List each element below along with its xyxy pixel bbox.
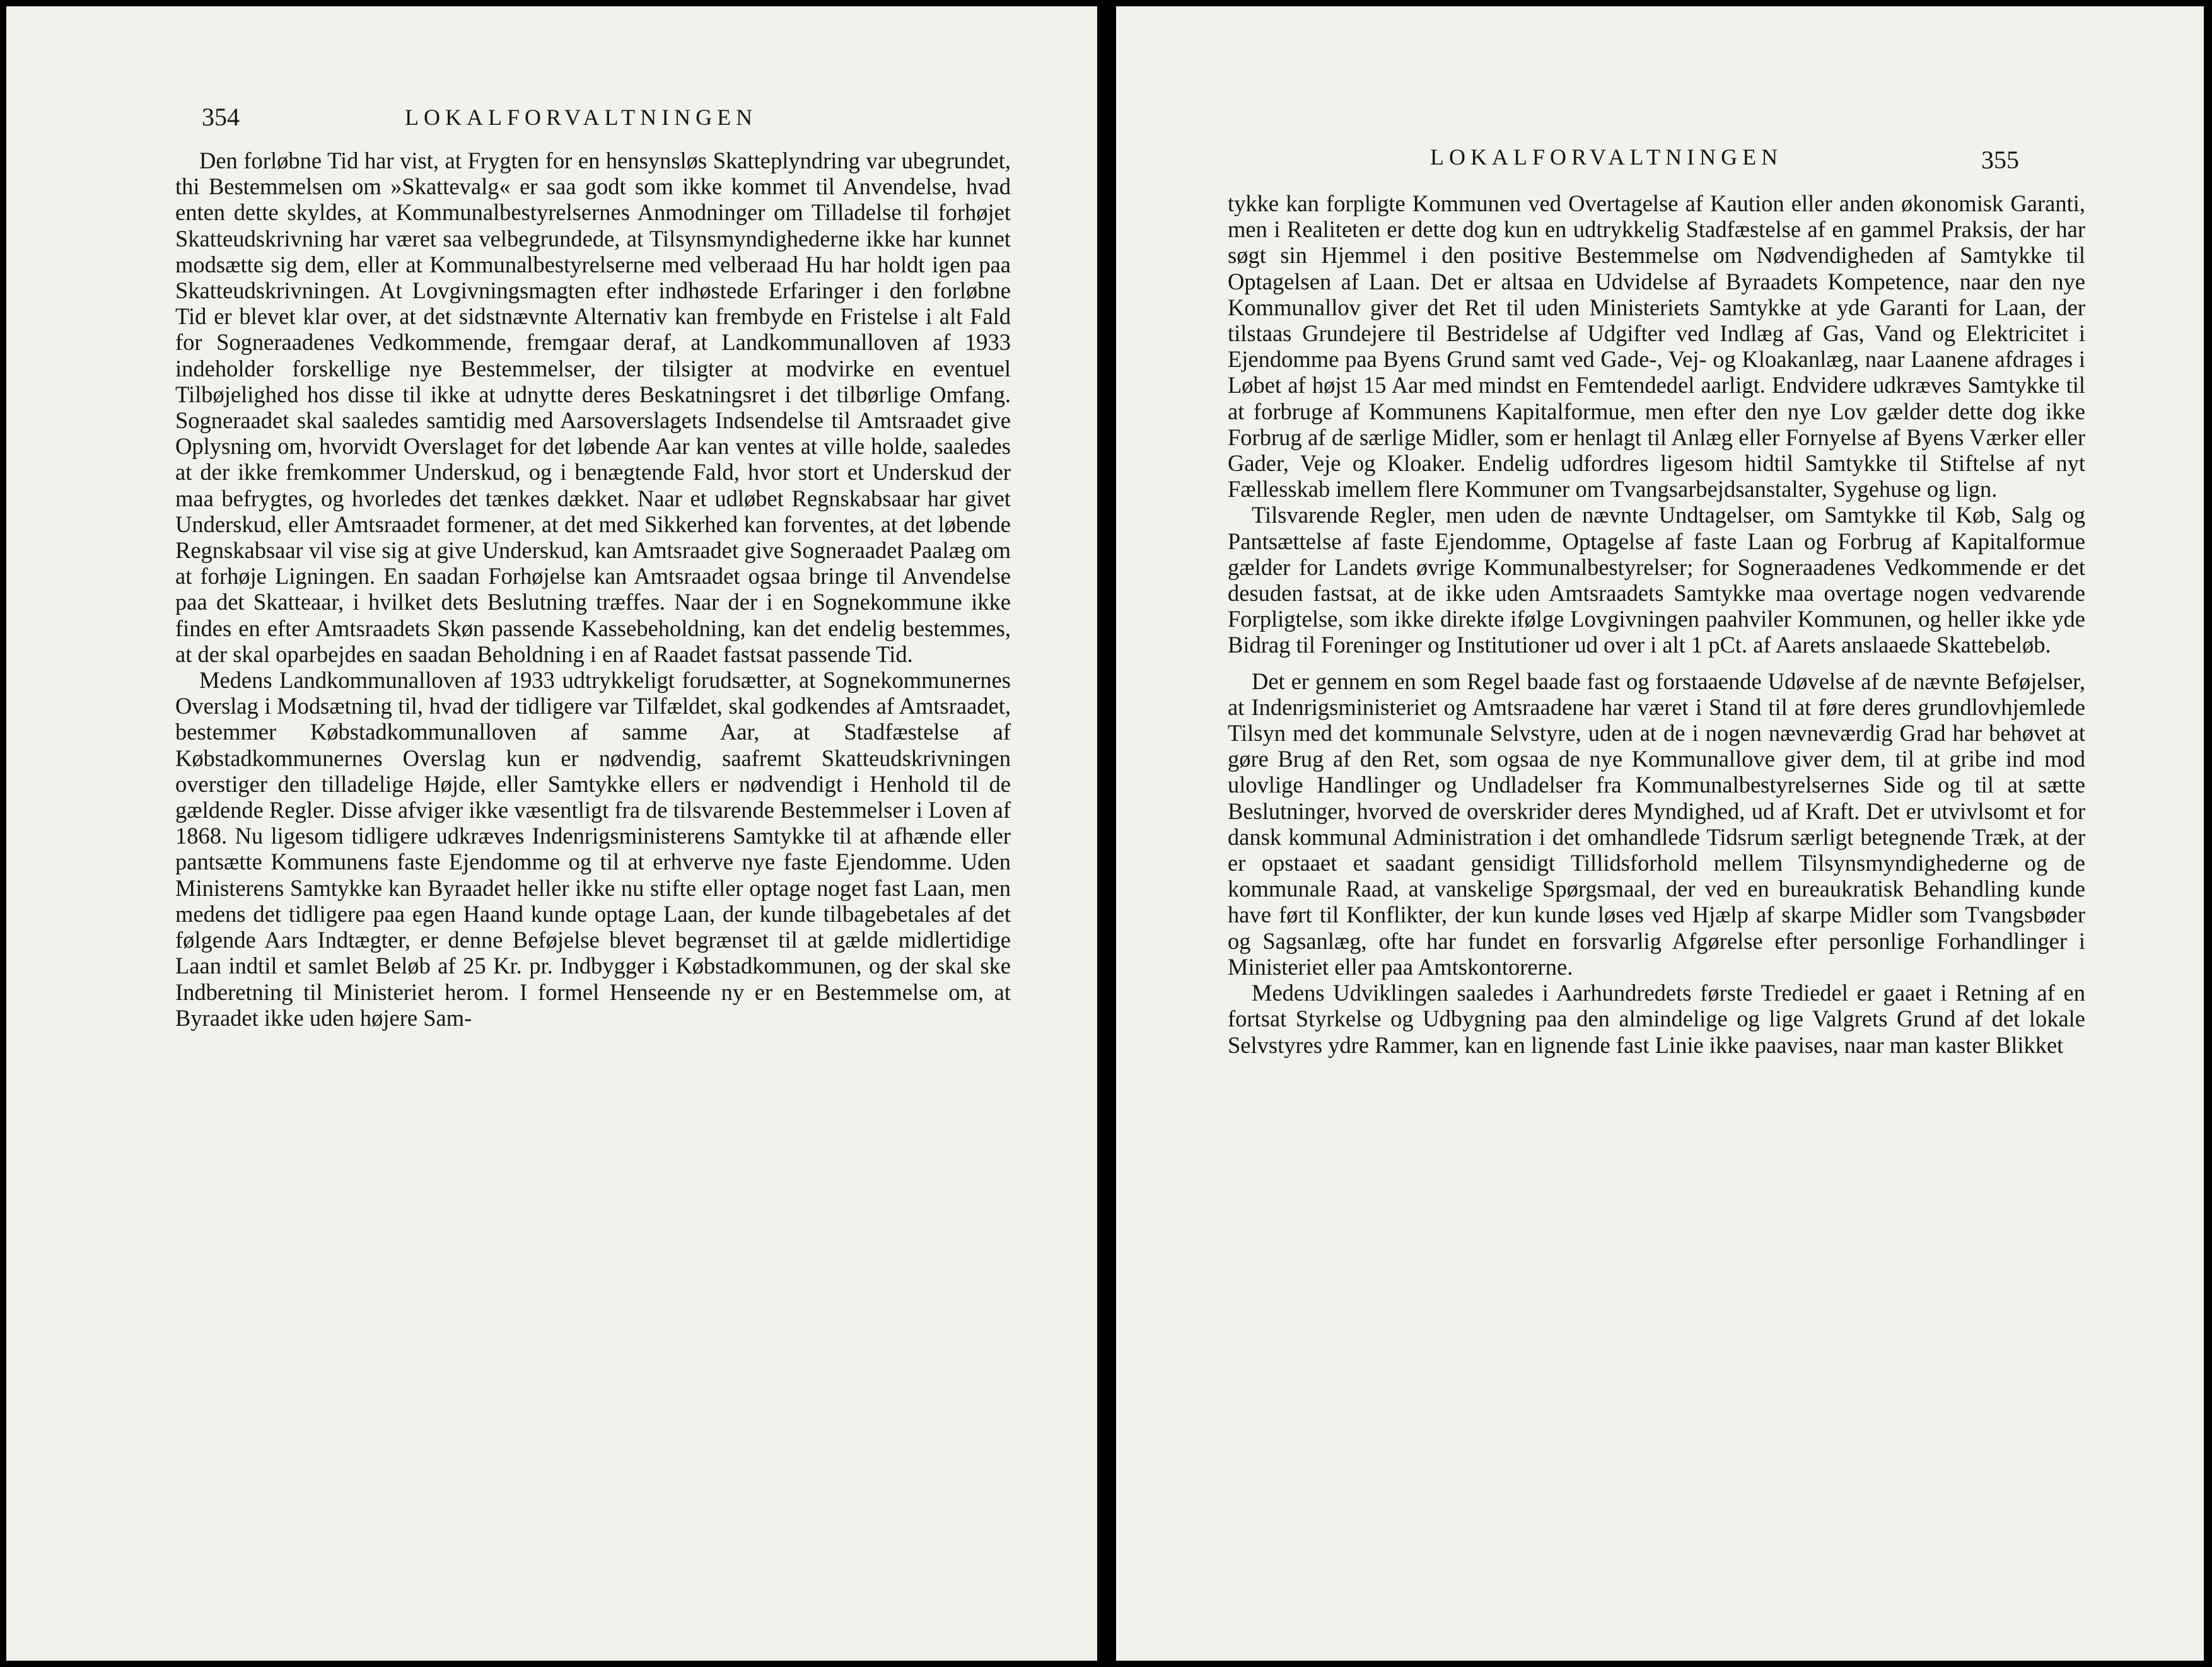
paragraph: tykke kan forpligte Kommunen ved Overtagelse af Kaution eller anden økonomisk Garanti, men i Realiteten er dette dog kun en udtrykkelig Stadfæstelse af en gammel Praksis, der har søgt sin Hjemmel i den positive Bestemmelse om Nødvendigheden af Samtykke til Optagelsen af Laan. Det er altsaa en Udvidelse af Byraadets Kompetence, naar den nye Kommunallov giver det Ret til uden Ministeriets Samtykke at yde Garanti for Laan, der tilstaas Grundejere til Bestridelse af Udgifter ved Indlæg af Gas, Vand og Elektricitet i Ejendomme paa Byens Grund samt ved Gade-, Vej- og Kloakanlæg, naar Laanene afdrages i Løbet af højst 15 Aar med mindst en Femtendedel aarligt. Endvidere udkræves Samtykke til at forbruge af Kommunens Kapitalformue, men efter den nye Lov gælder dette dog ikke Forbrug af de særlige Midler, som er henlagt til Anlæg eller Fornyelse af Byens Værker eller Gader, Veje og Kloaker. Endelig udfordres ligesom hidtil Samtykke til Stiftelse af nyt Fællesskab imellem flere Kommuner om Tvangsarbejdsanstalter, Sygehuse og lign. [1228,190,2085,502]
left-page [6,6,1097,1661]
left-page-number: 354 [202,103,240,131]
left-body-text [175,148,1011,1031]
right-page-number: 355 [1981,146,2019,174]
left-running-head: LOKALFORVALTNINGEN [405,105,758,130]
paragraph: Medens Landkommunalloven af 1933 udtrykkeligt forudsætter, at Sognekommunernes Overslag i Modsætning til, hvad der tidligere var Tilfældet, skal godkendes af Amtsraadet, bestemmer Købstadkommunalloven af samme Aar, at Stadfæstelse af Købstadkommunernes Overslag kun er nødvendig, saafremt Skatteudskrivningen overstiger den tilladelige Højde, eller Samtykke ellers er nødvendigt i Henhold til de gældende Regler. Disse afviger ikke væsentligt fra de tilsvarende Bestemmelser i Loven af 1868. Nu ligesom tidligere udkræves Indenrigsministerens Samtykke til at afhænde eller pantsætte Kommunens faste Ejendomme og til at erhverve nye faste Ejendomme. Uden Ministerens Samtykke kan Byraadet heller ikke nu stifte eller optage noget fast Laan, men medens det tidligere paa egen Haand kunde optage Laan, der kunde tilbagebetales af det følgende Aars Indtægter, er denne Beføjelse blevet begrænset til at gælde midlertidige Laan indtil et samlet Beløb af 25 Kr. pr. Indbygger i Købstadkommunen, og der skal ske Indberetning til Ministeriet herom. I formel Henseende ny er en Bestemmelse om, at Byraadet ikke uden højere Sam- [175,667,1011,1031]
right-body-text [1228,190,2085,1058]
right-running-head: LOKALFORVALTNINGEN [1430,144,1783,170]
paragraph: Tilsvarende Regler, men uden de nævnte Undtagelser, om Samtykke til Køb, Salg og Pantsættelse af faste Ejendomme, Optagelse af faste Laan og Forbrug af Kapitalformue gælder for Landets øvrige Kommunalbestyrelser; for Sogneraadenes Vedkommende er det desuden fastsat, at de ikke uden Amtsraadets Samtykke maa overtage nogen vedvarende Forpligtelse, som ikke direkte ifølge Lovgivningen paahviler Kommunen, og heller ikke yde Bidrag til Foreninger og Institutioner ud over i alt 1 pCt. af Aarets anslaaede Skattebeløb. [1228,502,2085,658]
paragraph: Det er gennem en som Regel baade fast og forstaaende Udøvelse af de nævnte Beføjelser, at Indenrigsministeriet og Amtsraadene har været i Stand til at føre deres grundlovhjemlede Tilsyn med det kommunale Selvstyre, uden at de i nogen nævneværdig Grad har behøvet at gøre Brug af den Ret, som ogsaa de nye Kommunallove giver dem, til at gribe ind mod ulovlige Handlinger og Undladelser fra Kommunalbestyrelsernes Side og til at sætte Beslutninger, hvorved de overskrider deres Myndighed, ud af Kraft. Det er utvivlsomt et for dansk kommunal Administration i det omhandlede Tidsrum særligt betegnende Træk, at der er opstaaet et saadant gensidigt Tillidsforhold mellem Tilsynsmyndighederne og de kommunale Raad, at vanskelige Spørgsmaal, der ved en bureaukratisk Behandling kunde have ført til Konflikter, der kun kunde løses ved Hjælp af skarpe Midler som Tvangsbøder og Sagsanlæg, ofte har fundet en forsvarlig Afgørelse efter personlige Forhandlinger i Ministeriet eller paa Amtskontorerne. [1228,668,2085,980]
paragraph: Medens Udviklingen saaledes i Aarhundredets første Trediedel er gaaet i Retning af en fortsat Styrkelse og Udbygning paa den almindelige og lige Valgrets Grund af det lokale Selvstyres ydre Rammer, kan en lignende fast Linie ikke paavises, naar man kaster Blikket [1228,980,2085,1058]
right-page [1116,6,2204,1661]
paragraph: Den forløbne Tid har vist, at Frygten for en hensynsløs Skatteplyndring var ubegrundet, thi Bestemmelsen om »Skattevalg« er saa godt som ikke kommet til Anvendelse, hvad enten dette skyldes, at Kommunalbestyrelsernes Anmodninger om Tilladelse til forhøjet Skatteudskrivning har været saa velbegrundede, at Tilsynsmyndighederne ikke har kunnet modsætte sig dem, eller at Kommunalbestyrelserne med velberaad Hu har holdt igen paa Skatteudskrivningen. At Lovgivningsmagten efter indhøstede Erfaringer i den forløbne Tid er blevet klar over, at det sidstnævnte Alternativ kan frembyde en Fristelse i alt Fald for Sogneraadenes Vedkommende, fremgaar deraf, at Landkommunalloven af 1933 indeholder forskellige nye Bestemmelser, der tilsigter at modvirke en eventuel Tilbøjelighed hos disse til ikke at udnytte deres Beskatningsret i det tilbørlige Omfang. Sogneraadet skal saaledes samtidig med Aarsoverslagets Indsendelse til Amtsraadet give Oplysning om, hvorvidt Overslaget for det løbende Aar kan ventes at ville holde, saaledes at der ikke fremkommer Underskud, og i benægtende Fald, hvor stort et Underskud der maa befrygtes, og hvorledes det tænkes dækket. Naar et udløbet Regnskabsaar har givet Underskud, eller Amtsraadet formener, at det med Sikkerhed kan forventes, at det løbende Regnskabsaar vil vise sig at give Underskud, kan Amtsraadet give Sogneraadet Paalæg om at forhøje Ligningen. En saadan Forhøjelse kan Amtsraadet ogsaa bringe til Anvendelse paa det Skatteaar, i hvilket dets Beslutning træffes. Naar der i en Sognekommune ikke findes en efter Amtsraadets Skøn passende Kassebeholdning, kan det endelig bestemmes, at der skal oparbejdes en saadan Beholdning i en af Raadet fastsat passende Tid. [175,148,1011,667]
